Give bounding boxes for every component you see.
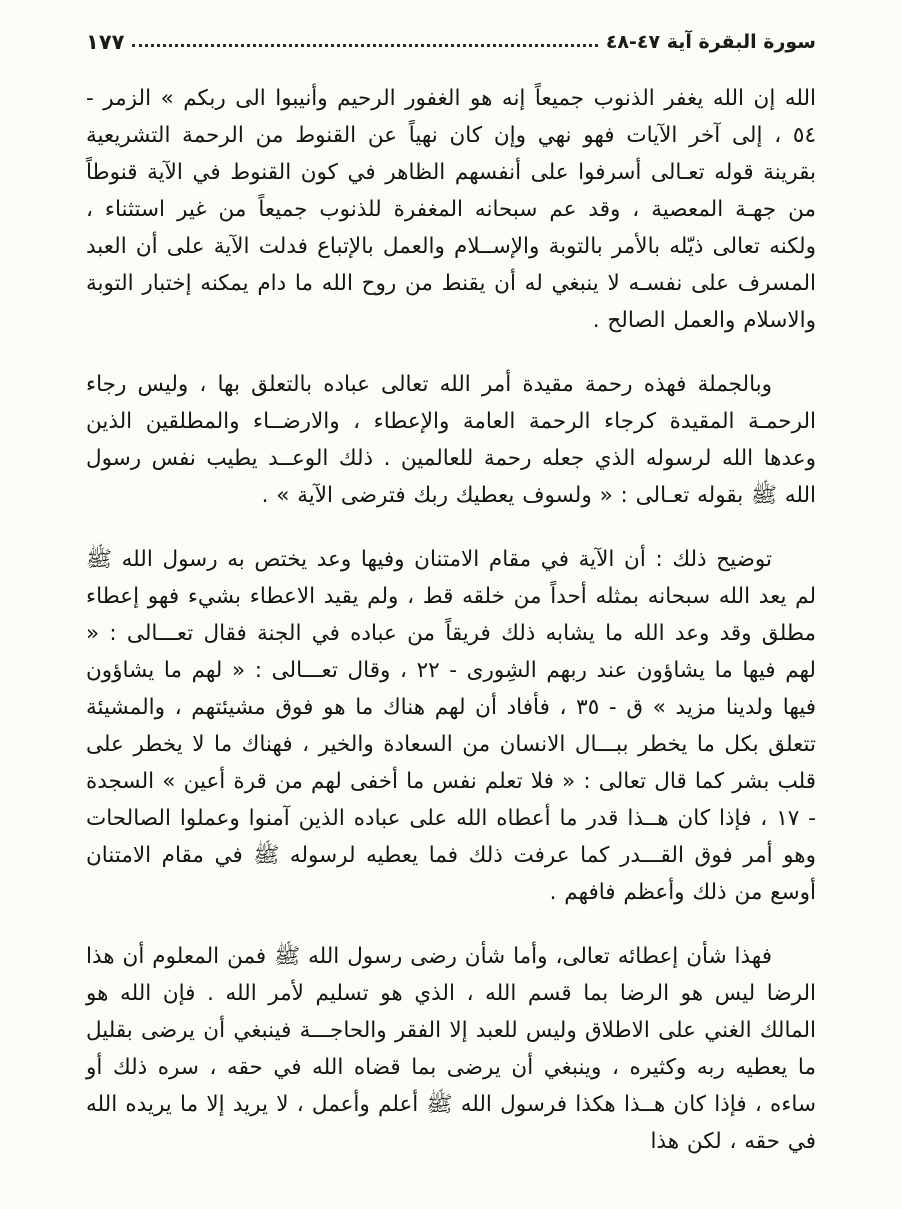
body-paragraph-3: توضيح ذلك : أن الآية في مقام الامتنان وفيها وعد يختص به رسول الله ﷺ لم يعد الله سبحانه بمثله أحداً من خلقه قط ، ولم يقيد الاعطاء بشيء فهو إعطاء مطلق وقد وعد الله ما يشابه ذلك فريقاً من عباده في الجنة فقال تعـــالى : « لهم فيها ما يشاؤون عند ربهم الشِورى - ٢٢ ، وقال تعـــالى : « لهم ما يشاؤون فيها ولدينا مزيد » ق - ٣٥ ، فأفاد أن لهم هناك ما هو فوق مشيئتهم ، والمشيئة تتعلق بكل ما يخطر ببـــال الانسان من السعادة والخير ، فهناك ما لا يخطر على قلب بشر كما قال تعالى : « فلا تعلم نفس ما أخفى لهم من قرة أعين » السجدة - ١٧ ، فإذا كان هــذا قدر ما أعطاه الله على عباده الذين آمنوا وعملوا الصالحات وهو أمر فوق القـــدر كما عرفت ذلك فما يعطيه لرسوله ﷺ في مقام الامتنان أوسع من ذلك وأعظم فافهم .	[86, 547, 817, 905]
page-number: ١٧٧	[86, 30, 125, 54]
chapter-header-title: سورة البقرة آية ٤٧-٤٨	[605, 31, 816, 53]
body-paragraph-1: الله إن الله يغفر الذنوب جميعاً إنه هو الغفور الرحيم وأنيبوا الى ربكم » الزمر - ٥٤ ، إلى آخر الآيات فهو نهي وإن كان نهياً عن القنوط من الرحمة التشريعية بقرينة قوله تعـالى أسرفوا على أنفسهم الظاهر في كون القنوط في الآية قنوطاً من جهـة المعصية ، وقد عم سبحانه المغفرة للذنوب جميعاً من غير استثناء ، ولكنه تعالى ذيّله بالأمر بالتوبة والإســلام والعمل بالإتباع فدلت الآية على أن العبد المسرف على نفسـه لا ينبغي له أن يقنط من روح الله ما دام يمكنه إختبار التوبة والاسلام والعمل الصالح .	[86, 86, 816, 333]
body-paragraph-2: وبالجملة فهذه رحمة مقيدة أمر الله تعالى عباده بالتعلق بها ، وليس رجاء الرحمـة المقيدة كرجاء الرحمة العامة والإعطاء ، والارضــاء والمطلقين الذين وعدها الله لرسوله الذي جعله رحمة للعالمين . ذلك الوعــد يطيب نفس رسول الله ﷺ بقوله تعـالى : « ولسوف يعطيك ربك فترضى الآية » .	[86, 372, 816, 508]
dotted-leader	[132, 44, 597, 47]
body-paragraph-4: فهذا شأن إعطائه تعالى، وأما شأن رضى رسول الله ﷺ فمن المعلوم أن هذا الرضا ليس هو الرضا بما قسم الله ، الذي هو تسليم لأمر الله . فإن الله هو المالك الغني على الاطلاق وليس للعبد إلا الفقر والحاجـــة فينبغي أن يرضى بقليل ما يعطيه ربه وكثيره ، وينبغي أن يرضى بما قضاه الله في حقه ، سره ذلك أو ساءه ، فإذا كان هــذا هكذا فرسول الله ﷺ أعلم وأعمل ، لا يريد إلا ما يريده الله في حقه ، لكن هذا	[86, 944, 816, 1154]
running-head	[86, 30, 816, 54]
page-body	[86, 80, 816, 1160]
